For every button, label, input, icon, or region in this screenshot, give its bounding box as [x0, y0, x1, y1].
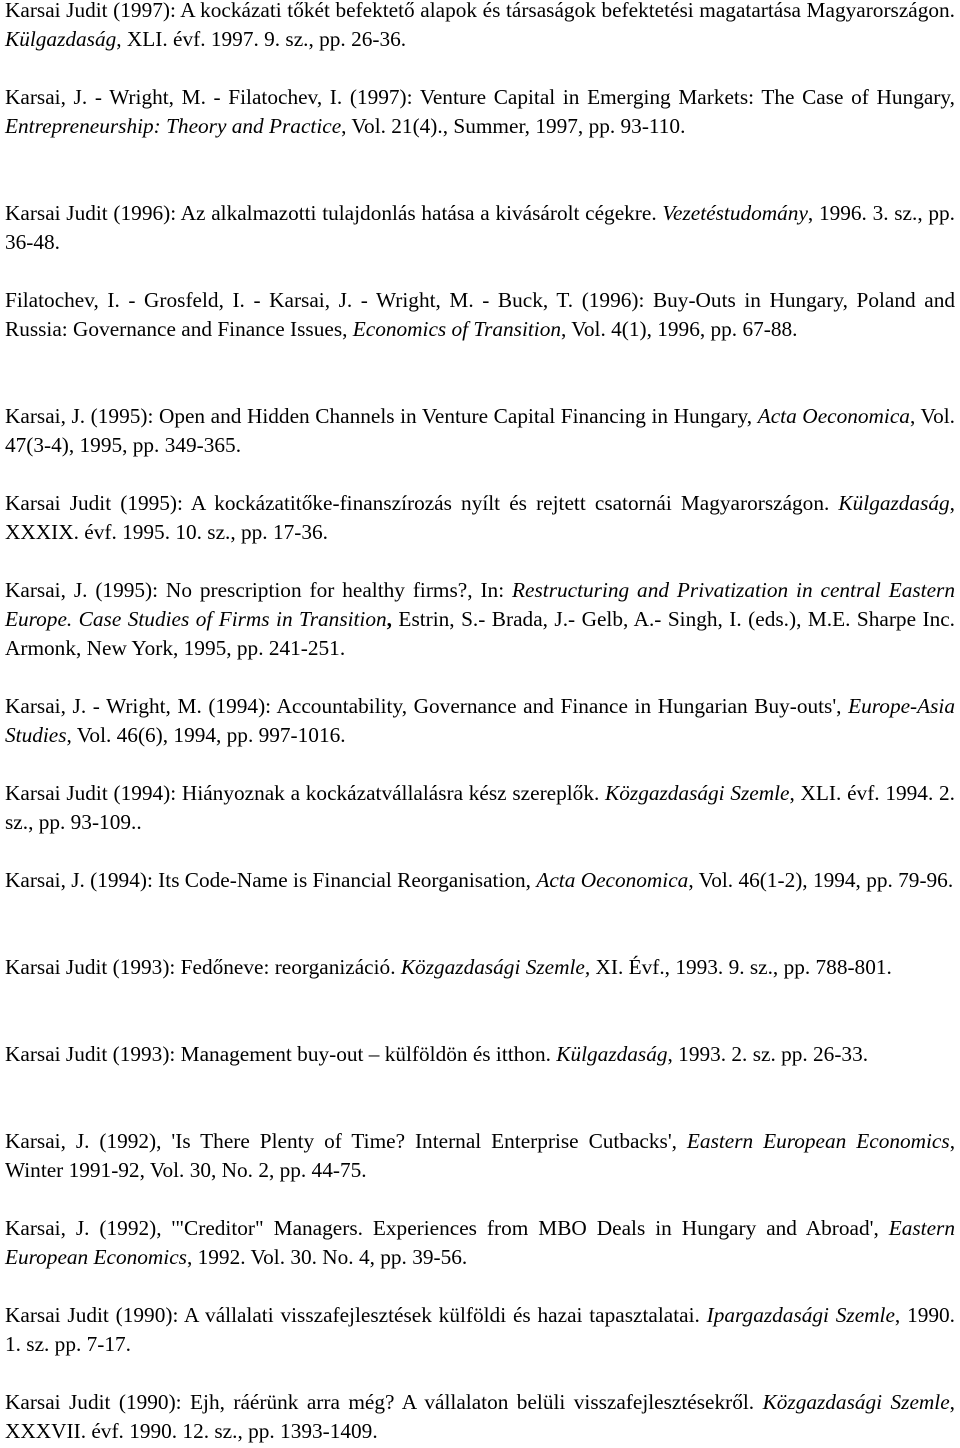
reference-entry: [5, 1214, 955, 1272]
reference-text: Karsai, J. (1992), 'Is There Plenty of Time? Internal Enterprise Cutbacks',: [5, 1129, 687, 1153]
reference-entry: [5, 402, 955, 460]
journal-title-text: Ipargazdasági Szemle: [706, 1303, 895, 1327]
journal-title-text: Europe-Asia Studies: [5, 694, 955, 747]
reference-text: Karsai Judit (1990): Ejh, ráérünk arra még? A vállalaton belüli visszafejlesztésekről.: [5, 1390, 763, 1414]
reference-text: , XXXIX. évf. 1995. 10. sz., pp. 17-36.: [5, 491, 955, 544]
journal-title-text: Külgazdaság: [838, 491, 950, 515]
reference-text: Karsai Judit (1997): A kockázati tőkét befektető alapok és társaságok befektetési magatartása Magyarországon.: [5, 0, 955, 22]
reference-text: Karsai, J. (1994): Its Code-Name is Financial Reorganisation,: [5, 868, 537, 892]
reference-text: Filatochev, I. - Grosfeld, I. - Karsai, J. - Wright, M. - Buck, T. (1996): Buy-Outs in Hungary, Poland and Russia: Governance and Finance Issues,: [5, 288, 955, 341]
reference-text: Karsai, J. (1995): No prescription for healthy firms?, In:: [5, 578, 513, 602]
journal-title-text: Vezetéstudomány: [662, 201, 808, 225]
reference-text: , XLI. évf. 1997. 9. sz., pp. 26-36.: [116, 27, 407, 51]
reference-entry: [5, 286, 955, 344]
journal-title-text: Restructuring and Privatization in central Eastern Europe. Case Studies of Firms in Transition: [5, 578, 955, 631]
journal-title-text: Külgazdaság: [556, 1042, 668, 1066]
reference-text: , 1993. 2. sz. pp. 26-33.: [667, 1042, 869, 1066]
reference-text: , Vol. 46(1-2), 1994, pp. 79-96.: [688, 868, 954, 892]
journal-title-text: Acta Oeconomica: [536, 868, 689, 892]
journal-title-text: Economics of Transition: [352, 317, 562, 341]
reference-text: Karsai Judit (1996): Az alkalmazotti tulajdonlás hatása a kivásárolt cégekre.: [5, 201, 663, 225]
reference-entry: [5, 692, 955, 750]
reference-entry: [5, 779, 955, 837]
reference-text: , 1990. 1. sz. pp. 7-17.: [5, 1303, 955, 1356]
reference-text: ,: [386, 607, 392, 631]
reference-text: Karsai Judit (1993): Management buy-out – külföldön és itthon.: [5, 1042, 557, 1066]
journal-title-text: Közgazdasági Szemle: [762, 1390, 950, 1414]
reference-text: , Vol. 4(1), 1996, pp. 67-88.: [561, 317, 798, 341]
reference-entry: [5, 953, 955, 982]
reference-text: Karsai Judit (1995): A kockázatitőke-finanszírozás nyílt és rejtett csatornái Magyarországon.: [5, 491, 839, 515]
reference-text: , Vol. 46(6), 1994, pp. 997-1016.: [66, 723, 346, 747]
reference-text: , Vol. 21(4)., Summer, 1997, pp. 93-110.: [341, 114, 686, 138]
reference-text: Estrin, S.- Brada, J.- Gelb, A.- Singh, I. (eds.), M.E. Sharpe Inc. Armonk, New York, 1995, pp. 241-251.: [5, 607, 955, 660]
reference-text: Karsai Judit (1993): Fedőneve: reorganizáció.: [5, 955, 401, 979]
journal-title-text: Eastern European Economics: [686, 1129, 950, 1153]
reference-text: , Vol. 47(3-4), 1995, pp. 349-365.: [5, 404, 955, 457]
reference-text: Karsai, J. - Wright, M. - Filatochev, I. (1997): Venture Capital in Emerging Markets: The Case of Hungary,: [5, 85, 955, 109]
reference-text: Karsai, J. - Wright, M. (1994): Accountability, Governance and Finance in Hungarian Buy-outs',: [5, 694, 849, 718]
reference-entry: [5, 576, 955, 663]
reference-text: Karsai, J. (1992), '"Creditor" Managers. Experiences from MBO Deals in Hungary and Abroad',: [5, 1216, 889, 1240]
reference-text: , XLI. évf. 1994. 2. sz., pp. 93-109..: [5, 781, 955, 834]
reference-text: , XXXVII. évf. 1990. 12. sz., pp. 1393-1409.: [5, 1390, 955, 1443]
reference-text: Karsai, J. (1995): Open and Hidden Channels in Venture Capital Financing in Hungary,: [5, 404, 758, 428]
reference-text: Karsai Judit (1994): Hiányoznak a kockázatvállalásra kész szereplők.: [5, 781, 606, 805]
reference-entry: [5, 1127, 955, 1185]
reference-text: , 1996. 3. sz., pp. 36-48.: [5, 201, 955, 254]
reference-text: , 1992. Vol. 30. No. 4, pp. 39-56.: [186, 1245, 468, 1269]
reference-entry: [5, 1388, 955, 1446]
journal-title-text: Közgazdasági Szemle: [605, 781, 790, 805]
journal-title-text: Acta Oeconomica: [757, 404, 910, 428]
journal-title-text: Külgazdaság: [5, 27, 117, 51]
reference-text: Karsai Judit (1990): A vállalati visszafejlesztések külföldi és hazai tapasztalatai.: [5, 1303, 707, 1327]
reference-entry: [5, 1040, 955, 1069]
reference-text: XI. Évf., 1993. 9. sz., pp. 788-801.: [590, 955, 892, 979]
reference-entry: [5, 866, 955, 895]
reference-entry: [5, 1301, 955, 1359]
reference-text: , Winter 1991-92, Vol. 30, No. 2, pp. 44-75.: [5, 1129, 956, 1182]
reference-entry: [5, 0, 955, 54]
journal-title-text: Közgazdasági Szemle,: [400, 955, 591, 979]
reference-entry: [5, 199, 955, 257]
journal-title-text: Entrepreneurship: Theory and Practice: [5, 114, 342, 138]
reference-entry: [5, 489, 955, 547]
journal-title-text: Eastern European Economics: [5, 1216, 955, 1269]
reference-entry: [5, 83, 955, 141]
